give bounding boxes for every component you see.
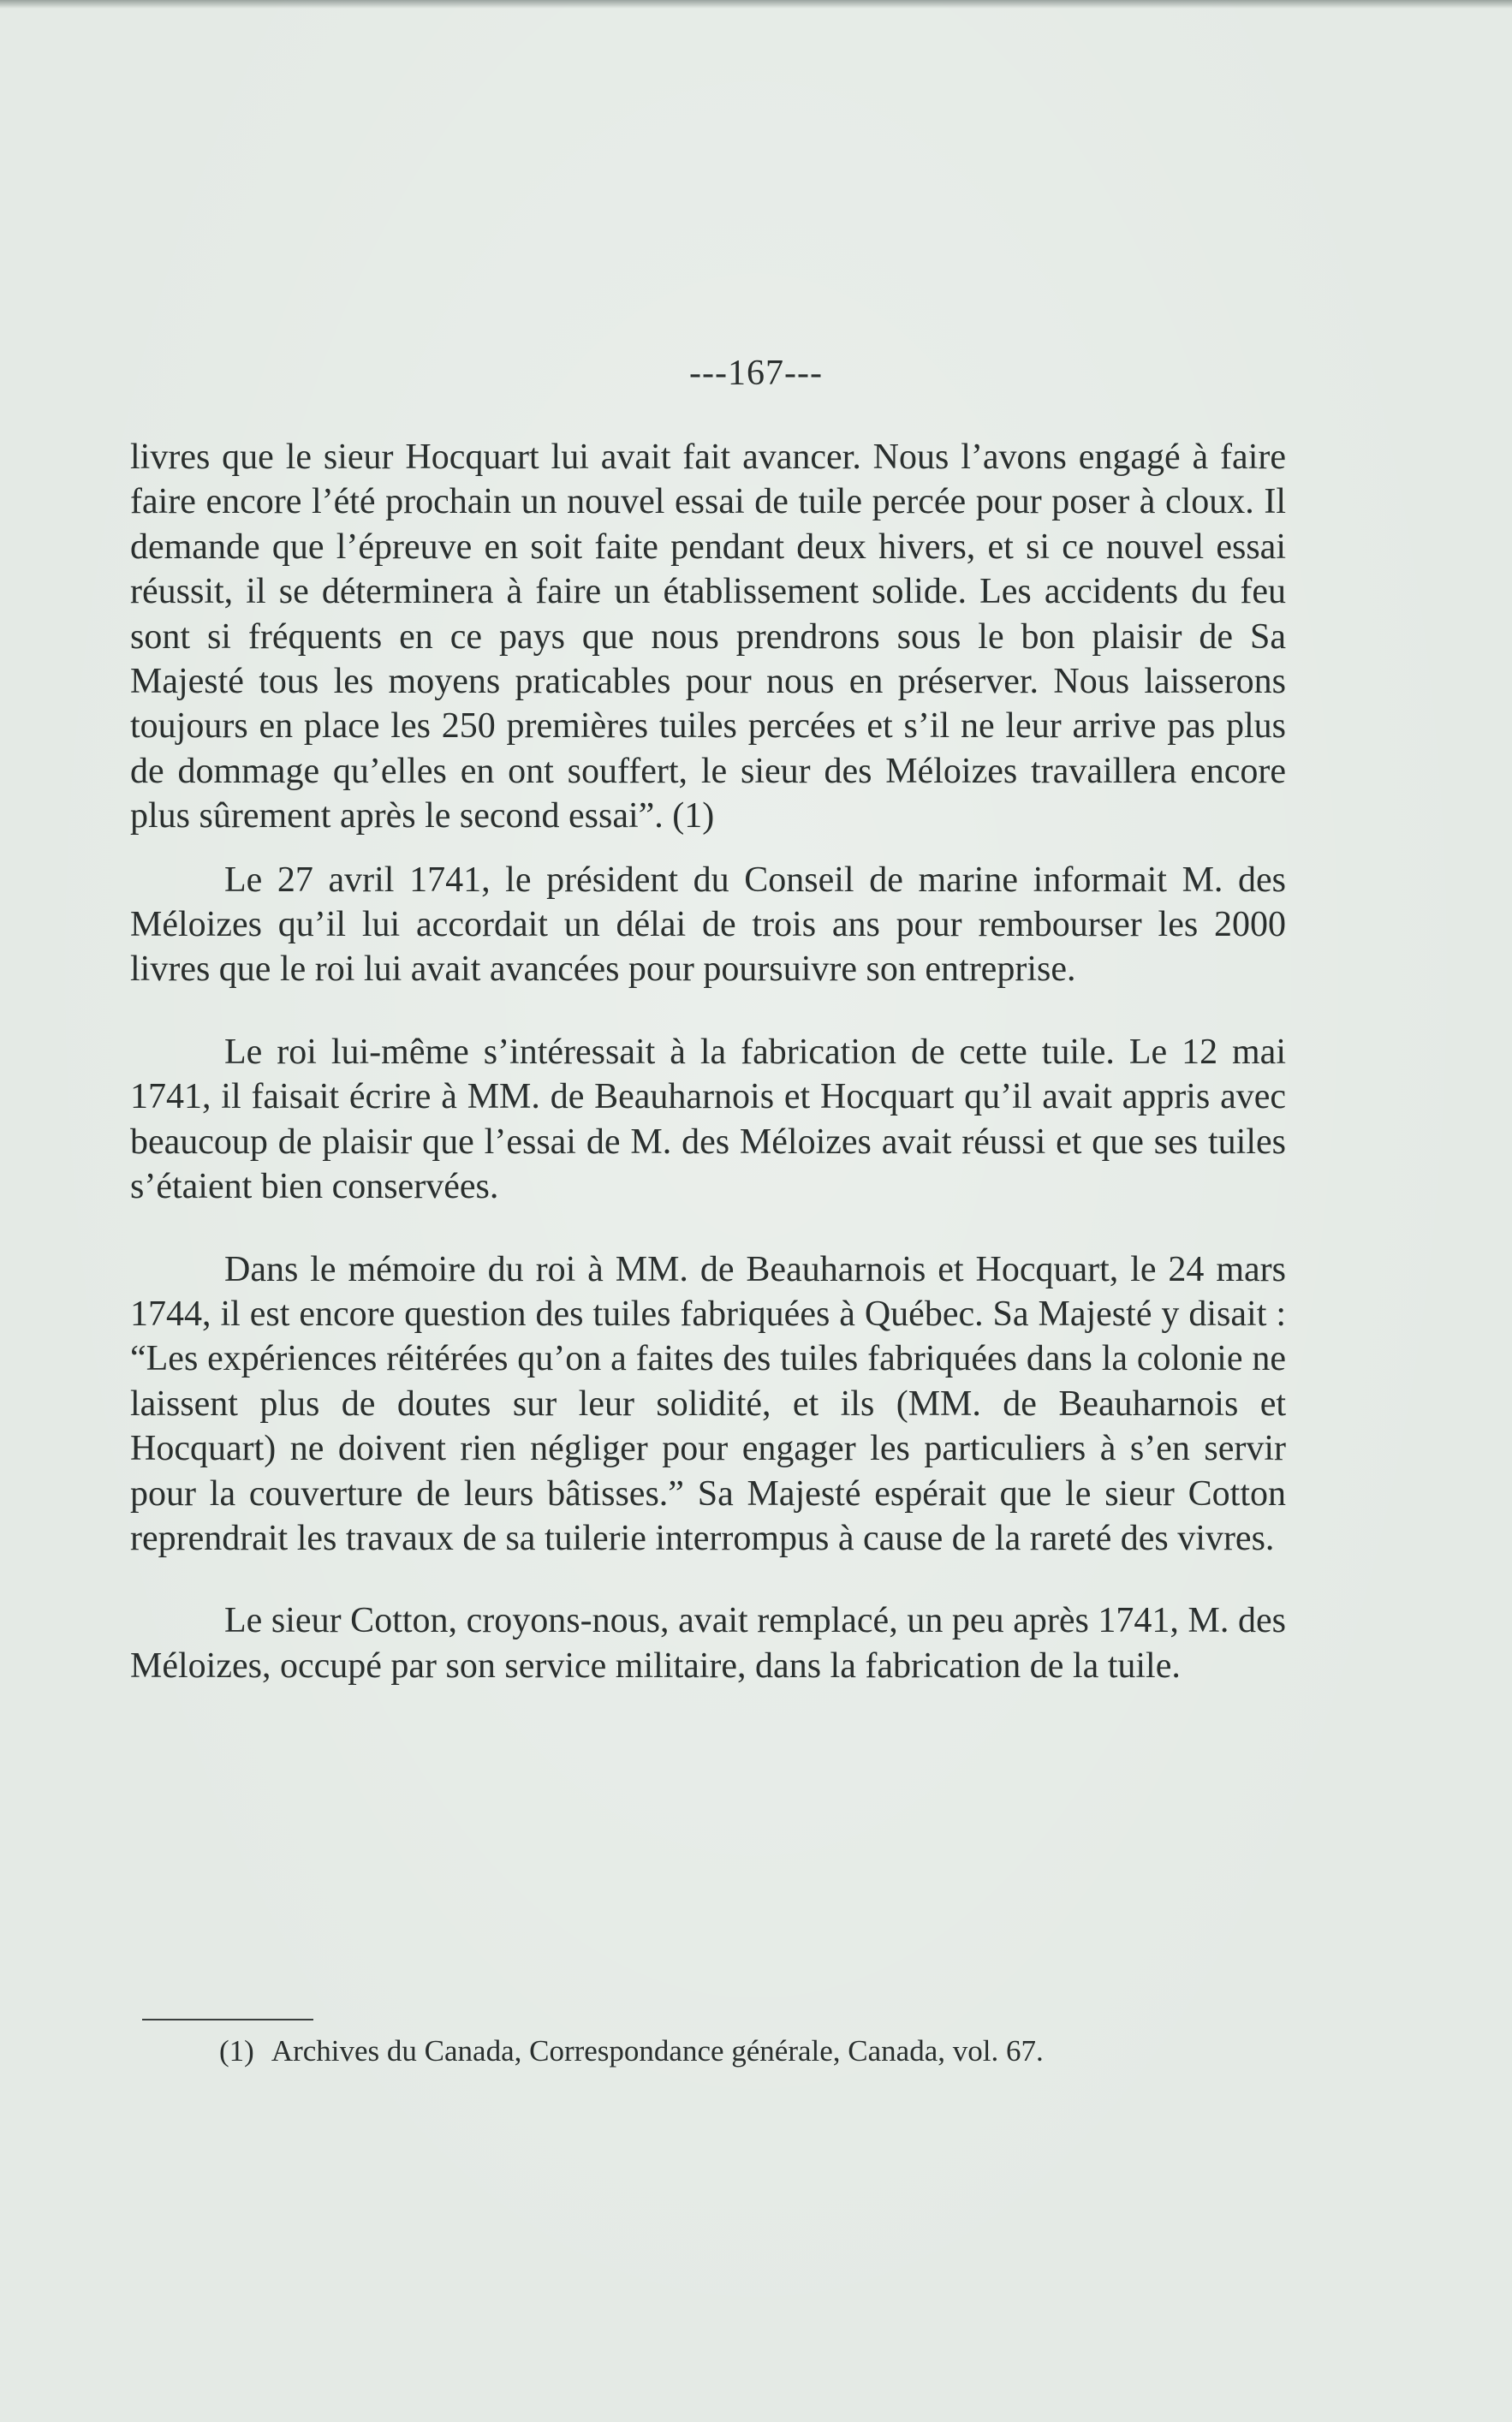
- paragraph-sieur-cotton: Le sieur Cotton, croyons-nous, avait remplacé, un peu après 1741, M. des Méloizes, occupé par son service militaire, dans la fabrication de la tuile.: [130, 1601, 1286, 1686]
- footnote-rule: [142, 2019, 313, 2020]
- footnote-text: Archives du Canada, Correspondance générale, Canada, vol. 67.: [271, 2034, 1044, 2068]
- paragraph-memoire-1744: Dans le mémoire du roi à MM. de Beauharnois et Hocquart, le 24 mars 1744, il est encore question des tuiles fabriquées à Québec. Sa Majesté y disait : “Les expériences réitérées qu’on a faites des tuiles fabriquées dans la colonie ne laissent plus de doutes sur leur solidité, et ils (MM. de Beauharnois et Hocquart) ne doivent rien négliger pour engager les particuliers à s’en servir pour la couverture de leurs bâtisses.” Sa Majesté espérait que le sieur Cotton reprendrait les travaux de sa tuilerie interrompus à cause de la rareté des vivres.: [130, 1249, 1286, 1558]
- paragraph-king-interest: Le roi lui-même s’intéressait à la fabrication de cette tuile. Le 12 mai 1741, il faisait écrire à MM. de Beauharnois et Hocquart qu’il avait appris avec beaucoup de plaisir que l’essai de M. des Méloizes avait réussi et que ses tuiles s’étaient bien conservées.: [130, 1032, 1286, 1207]
- footnote: [142, 2029, 1289, 2074]
- paragraph-continuation: livres que le sieur Hocquart lui avait fait avancer. Nous l’avons engagé à faire faire encore l’été prochain un nouvel essai de tuile percée pour poser à cloux. Il demande que l’épreuve en soit faite pendant deux hivers, et si ce nouvel essai réussit, il se déterminera à faire un établissement solide. Les accidents du feu sont si fréquents en ce pays que nous prendrons sous le bon plaisir de Sa Majesté tous les moyens praticables pour nous en préserver. Nous laisserons toujours en place les 250 premières tuiles percées et s’il ne leur arrive pas plus de dommage qu’elles en ont souffert, le sieur des Méloizes travaillera encore plus sûrement après le second essai”. (1): [130, 437, 1286, 836]
- body-text: [130, 435, 1286, 1688]
- paragraph-delay-1741: Le 27 avril 1741, le président du Conseil de marine informait M. des Méloizes qu’il lui accordait un délai de trois ans pour rembourser les 2000 livres que le roi lui avait avancées pour poursuivre son entreprise.: [130, 860, 1286, 990]
- page-top-edge: [0, 0, 1512, 9]
- page-number: ---167---: [689, 354, 823, 393]
- footnote-marker: (1): [219, 2034, 254, 2068]
